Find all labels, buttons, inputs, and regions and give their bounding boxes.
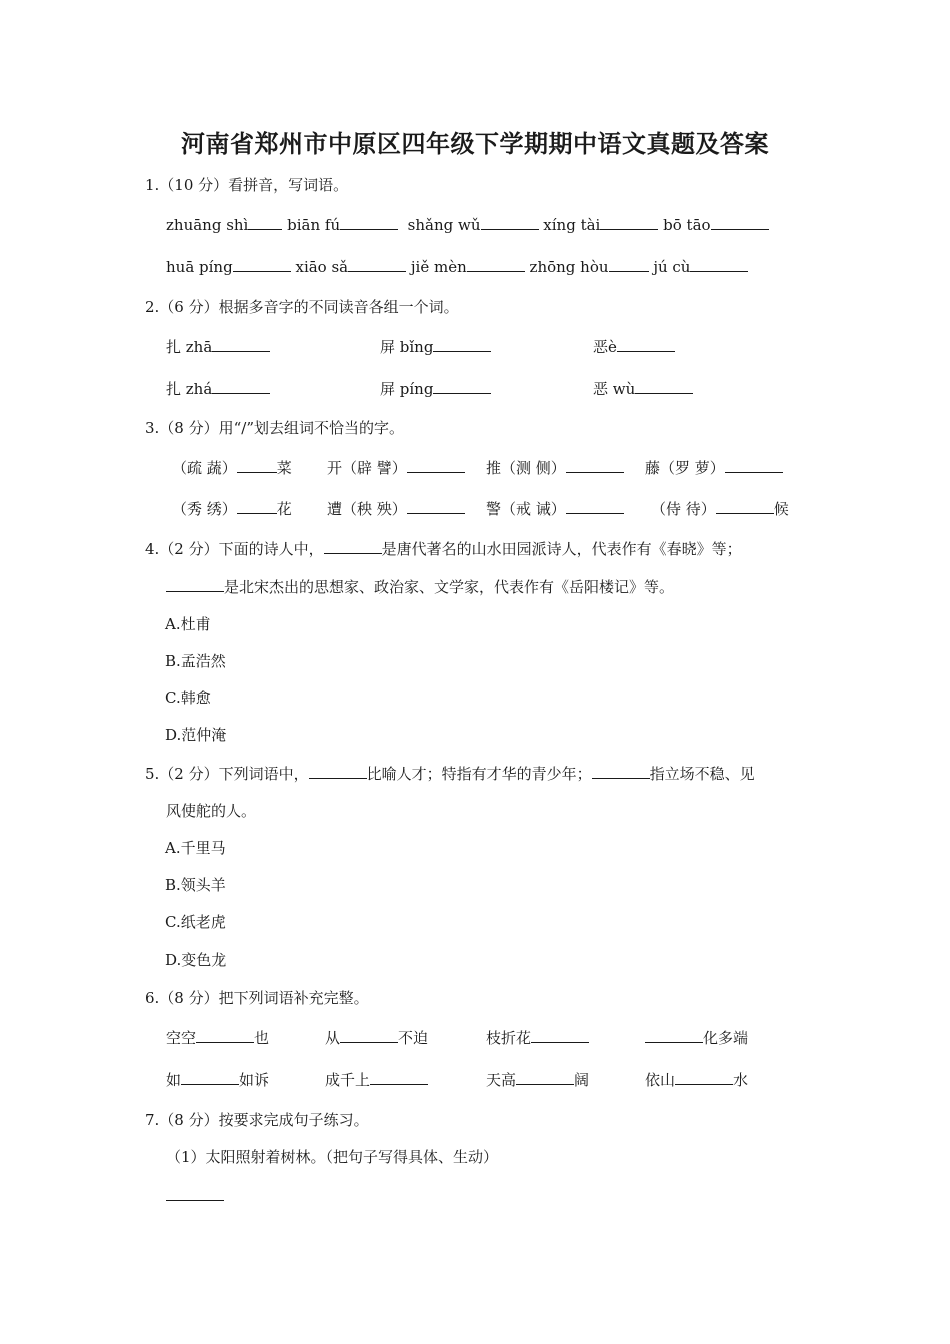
q5-line1: 5.（2 分）下列词语中， 比喻人才；特指有才华的青少年； 指立场不稳、见 <box>145 765 755 783</box>
q6-header: 6.（8 分）把下列词语补充完整。 <box>145 989 369 1007</box>
answer-blank[interactable] <box>675 1070 733 1085</box>
q5-option-b[interactable]: B.领头羊 <box>165 876 226 894</box>
q6-item: 依山 水 <box>645 1071 749 1089</box>
answer-blank[interactable] <box>166 1186 224 1201</box>
q6-item: 从 不迫 <box>325 1029 429 1047</box>
answer-blank[interactable] <box>248 215 282 230</box>
q2-item: 扎 zhá <box>166 379 270 399</box>
q5-option-a[interactable]: A.千里马 <box>165 839 226 857</box>
q4-option-d[interactable]: D.范仲淹 <box>165 726 227 744</box>
answer-blank[interactable] <box>481 215 539 230</box>
q2-header: 2.（6 分）根据多音字的不同读音各组一个词。 <box>145 298 459 316</box>
answer-blank[interactable] <box>592 764 650 779</box>
pinyin-prompt: shǎng wǔ <box>407 216 481 234</box>
q1-row2 <box>166 257 748 277</box>
q3-header: 3.（8 分）用“/”划去组词不恰当的字。 <box>145 419 405 437</box>
answer-blank[interactable] <box>531 1028 589 1043</box>
q2-item: 恶 wù <box>593 379 693 399</box>
q5-line2: 风使舵的人。 <box>166 802 257 820</box>
q4-line1: 4.（2 分）下面的诗人中， 是唐代著名的山水田园派诗人，代表作有《春晓》等； <box>145 540 742 558</box>
q4-option-a[interactable]: A.杜甫 <box>165 615 211 633</box>
answer-blank[interactable] <box>725 458 783 473</box>
q7-sub1-answer <box>166 1186 224 1206</box>
q4-option-c[interactable]: C.韩愈 <box>165 689 211 707</box>
answer-blank[interactable] <box>716 499 774 514</box>
pinyin-prompt: zhōng hòu <box>529 258 609 276</box>
pinyin-prompt: xíng tài <box>543 216 601 234</box>
q7-header: 7.（8 分）按要求完成句子练习。 <box>145 1111 369 1129</box>
answer-blank[interactable] <box>516 1070 574 1085</box>
answer-blank[interactable] <box>237 499 277 514</box>
answer-blank[interactable] <box>609 257 649 272</box>
answer-blank[interactable] <box>370 1070 428 1085</box>
q2-item: 扎 zhā <box>166 337 270 357</box>
q3-item: 藤（罗 萝） <box>645 458 783 478</box>
q5-option-d[interactable]: D.变色龙 <box>165 951 227 969</box>
q3-item: 开（辟 譬） <box>327 458 465 478</box>
q2-item: 屏 píng <box>380 379 491 399</box>
answer-blank[interactable] <box>711 215 769 230</box>
answer-blank[interactable] <box>181 1070 239 1085</box>
pinyin-prompt: bō tāo <box>663 216 711 234</box>
answer-blank[interactable] <box>690 257 748 272</box>
q7-sub1: （1）太阳照射着树林。（把句子写得具体、生动） <box>166 1148 499 1166</box>
q3-item: （疏 蔬） 菜 <box>172 459 292 477</box>
q3-item: （秀 绣） 花 <box>172 500 292 518</box>
q3-item: （侍 待） 候 <box>651 500 789 518</box>
q6-item: 枝折花 <box>486 1028 589 1048</box>
answer-blank[interactable] <box>645 1028 703 1043</box>
q6-item: 天高 阔 <box>486 1071 590 1089</box>
answer-blank[interactable] <box>340 1028 398 1043</box>
q6-item: 化多端 <box>645 1028 748 1048</box>
answer-blank[interactable] <box>196 1028 254 1043</box>
answer-blank[interactable] <box>467 257 525 272</box>
answer-blank[interactable] <box>433 379 491 394</box>
pinyin-prompt: jú cù <box>653 258 691 276</box>
q1-header: 1.（10 分）看拼音，写词语。 <box>145 176 349 194</box>
q4-line2: 是北宋杰出的思想家、政治家、文学家，代表作有《岳阳楼记》等。 <box>166 577 674 597</box>
pinyin-prompt: xiāo sǎ <box>295 258 349 276</box>
pinyin-prompt: jiě mèn <box>410 258 467 276</box>
answer-blank[interactable] <box>566 499 624 514</box>
answer-blank[interactable] <box>237 458 277 473</box>
answer-blank[interactable] <box>635 379 693 394</box>
answer-blank[interactable] <box>433 337 491 352</box>
answer-blank[interactable] <box>233 257 291 272</box>
q6-item: 如 如诉 <box>166 1071 270 1089</box>
answer-blank[interactable] <box>309 764 367 779</box>
q3-item: 遭（秧 殃） <box>327 499 465 519</box>
q6-item: 成千上 <box>325 1070 428 1090</box>
answer-blank[interactable] <box>166 577 224 592</box>
q6-item: 空空 也 <box>166 1029 270 1047</box>
q3-item: 警（戒 诫） <box>486 499 624 519</box>
answer-blank[interactable] <box>617 337 675 352</box>
answer-blank[interactable] <box>212 379 270 394</box>
answer-blank[interactable] <box>324 539 382 554</box>
q2-item: 恶è <box>593 337 675 357</box>
answer-blank[interactable] <box>212 337 270 352</box>
answer-blank[interactable] <box>566 458 624 473</box>
answer-blank[interactable] <box>348 257 406 272</box>
q5-option-c[interactable]: C.纸老虎 <box>165 913 226 931</box>
answer-blank[interactable] <box>600 215 658 230</box>
pinyin-prompt: zhuāng shì <box>166 216 249 234</box>
page-title: 河南省郑州市中原区四年级下学期期中语文真题及答案 <box>181 129 769 158</box>
pinyin-prompt: biān fú <box>287 216 341 234</box>
answer-blank[interactable] <box>407 499 465 514</box>
answer-blank[interactable] <box>407 458 465 473</box>
q1-row1 <box>166 215 769 235</box>
answer-blank[interactable] <box>340 215 398 230</box>
q3-item: 推（测 侧） <box>486 458 624 478</box>
q4-option-b[interactable]: B.孟浩然 <box>165 652 226 670</box>
q2-item: 屏 bǐng <box>380 337 491 357</box>
pinyin-prompt: huā píng <box>166 258 233 276</box>
